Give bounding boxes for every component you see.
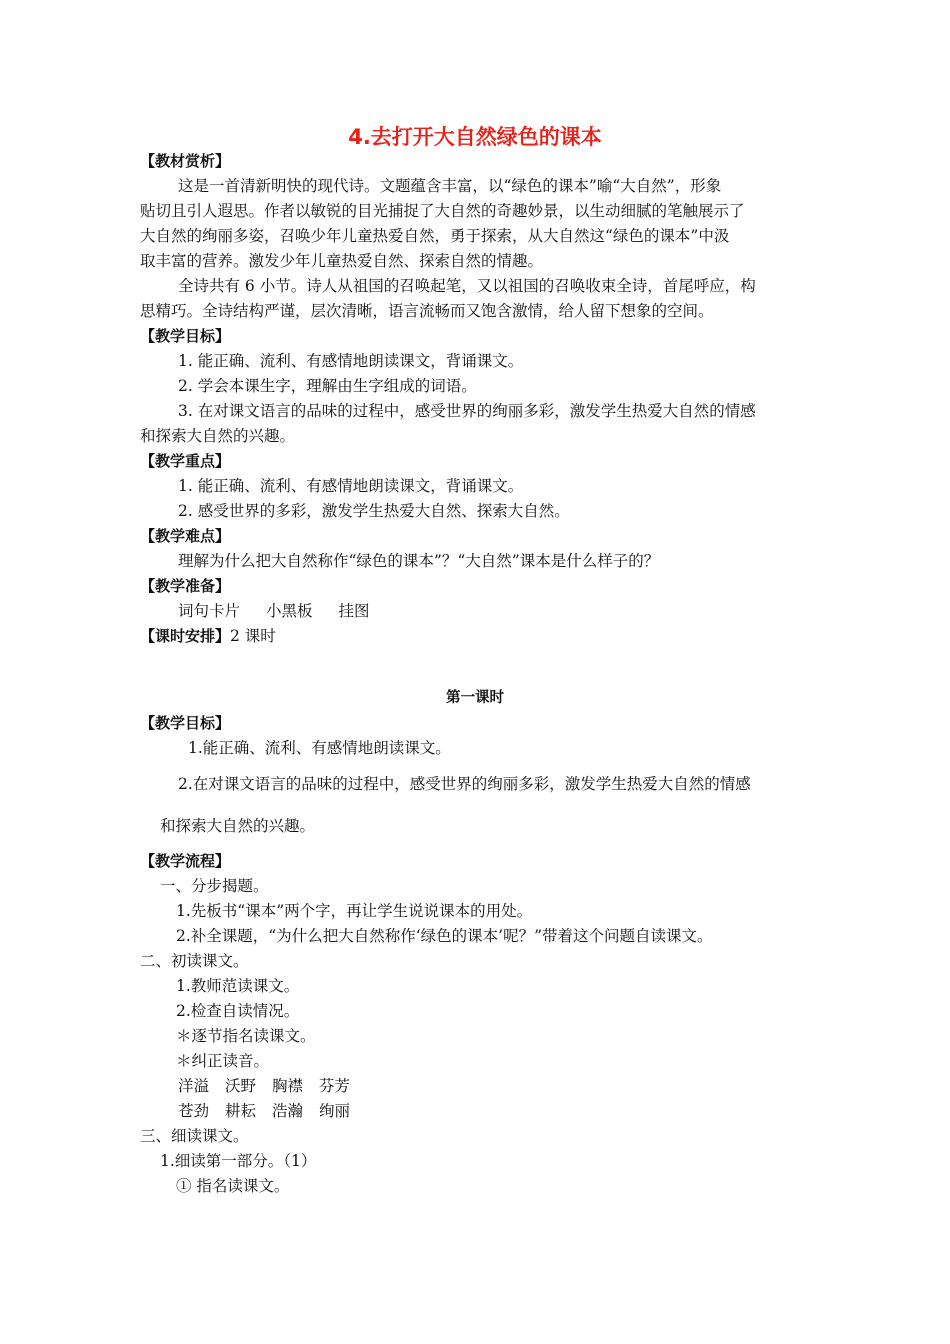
paragraph-line: 大自然的绚丽多姿，召唤少年儿童热爱自然，勇于探索，从大自然这“绿色的课本”中汲 xyxy=(140,227,730,245)
vocab-word: 耕耘 xyxy=(225,1102,257,1120)
paragraph-line: 贴切且引人遐思。作者以敏锐的目光捕捉了大自然的奇趣妙景，以生动细腻的笔触展示了 xyxy=(140,202,745,220)
flow-substep: 1.先板书“课本”两个字，再让学生说说课本的用处。 xyxy=(176,902,533,920)
lesson-heading: 第一课时 xyxy=(446,690,504,706)
vocab-row xyxy=(178,1101,366,1121)
heading-material: 【教材赏析】 xyxy=(140,152,231,170)
list-item: 3. 在对课文语言的品味的过程中，感受世界的绚丽多彩，激发学生热爱大自然的情感 xyxy=(178,402,756,420)
prep-item: 挂图 xyxy=(338,602,370,620)
prep-items xyxy=(178,601,370,621)
lesson-goal: 1.能正确、流利、有感情地朗读课文。 xyxy=(188,739,451,757)
heading-schedule: 【课时安排】 xyxy=(140,627,231,645)
vocab-word: 苍劲 xyxy=(178,1102,210,1120)
lesson-goal: 2.在对课文语言的品味的过程中，感受世界的绚丽多彩，激发学生热爱大自然的情感 xyxy=(178,775,751,793)
schedule-line xyxy=(140,626,276,646)
flow-step: 三、细读课文。 xyxy=(140,1127,249,1145)
vocab-row xyxy=(178,1076,366,1096)
flow-bullet: ＊纠正读音。 xyxy=(176,1052,270,1070)
flow-bullet: ＊逐节指名读课文。 xyxy=(176,1027,316,1045)
schedule-text: 2 课时 xyxy=(230,627,276,645)
list-item: 1. 能正确、流利、有感情地朗读课文，背诵课文。 xyxy=(178,477,524,495)
flow-bullet: ① 指名读课文。 xyxy=(176,1177,290,1195)
difficulty-text: 理解为什么把大自然称作“绿色的课本”？“大自然”课本是什么样子的？ xyxy=(178,552,660,570)
flow-substep: 2.检查自读情况。 xyxy=(176,1002,300,1020)
flow-substep: 2.补全课题，“为什么把大自然称作‘绿色的课本’呢？”带着这个问题自读课文。 xyxy=(176,927,713,945)
vocab-word: 绚丽 xyxy=(319,1102,351,1120)
heading-flow: 【教学流程】 xyxy=(140,852,231,870)
vocab-word: 浩瀚 xyxy=(272,1102,304,1120)
paragraph-line: 取丰富的营养。激发少年儿童热爱自然、探索自然的情趣。 xyxy=(140,252,544,270)
vocab-word: 胸襟 xyxy=(272,1077,304,1095)
vocab-word: 洋溢 xyxy=(178,1077,210,1095)
list-item: 2. 学会本课生字，理解由生字组成的词语。 xyxy=(178,377,477,395)
flow-step: 一、分步揭题。 xyxy=(160,877,269,895)
lesson-goal: 和探索大自然的兴趣。 xyxy=(160,817,316,835)
list-item: 2. 感受世界的多彩，激发学生热爱大自然、探索大自然。 xyxy=(178,502,570,520)
heading-prep: 【教学准备】 xyxy=(140,577,231,595)
heading-focus: 【教学重点】 xyxy=(140,452,231,470)
vocab-word: 芬芳 xyxy=(319,1077,351,1095)
list-item: 1. 能正确、流利、有感情地朗读课文，背诵课文。 xyxy=(178,352,524,370)
prep-item: 词句卡片 xyxy=(178,602,241,620)
flow-step: 二、初读课文。 xyxy=(140,952,249,970)
prep-item: 小黑板 xyxy=(266,602,313,620)
list-item: 和探索大自然的兴趣。 xyxy=(140,427,296,445)
paragraph-line: 思精巧。全诗结构严谨，层次清晰，语言流畅而又饱含激情，给人留下想象的空间。 xyxy=(140,302,714,320)
heading-difficulty: 【教学难点】 xyxy=(140,527,231,545)
flow-substep: 1.细读第一部分。（1） xyxy=(160,1152,317,1170)
document-title: 4.去打开大自然绿色的课本 xyxy=(348,125,602,149)
heading-goals: 【教学目标】 xyxy=(140,327,231,345)
vocab-word: 沃野 xyxy=(225,1077,257,1095)
paragraph-line: 这是一首清新明快的现代诗。文题蕴含丰富，以“绿色的课本”喻“大自然”，形象 xyxy=(178,177,722,195)
paragraph-line: 全诗共有 6 小节。诗人从祖国的召唤起笔，又以祖国的召唤收束全诗，首尾呼应，构 xyxy=(178,277,756,295)
heading-lesson-goals: 【教学目标】 xyxy=(140,714,231,732)
flow-substep: 1.教师范读课文。 xyxy=(176,977,300,995)
